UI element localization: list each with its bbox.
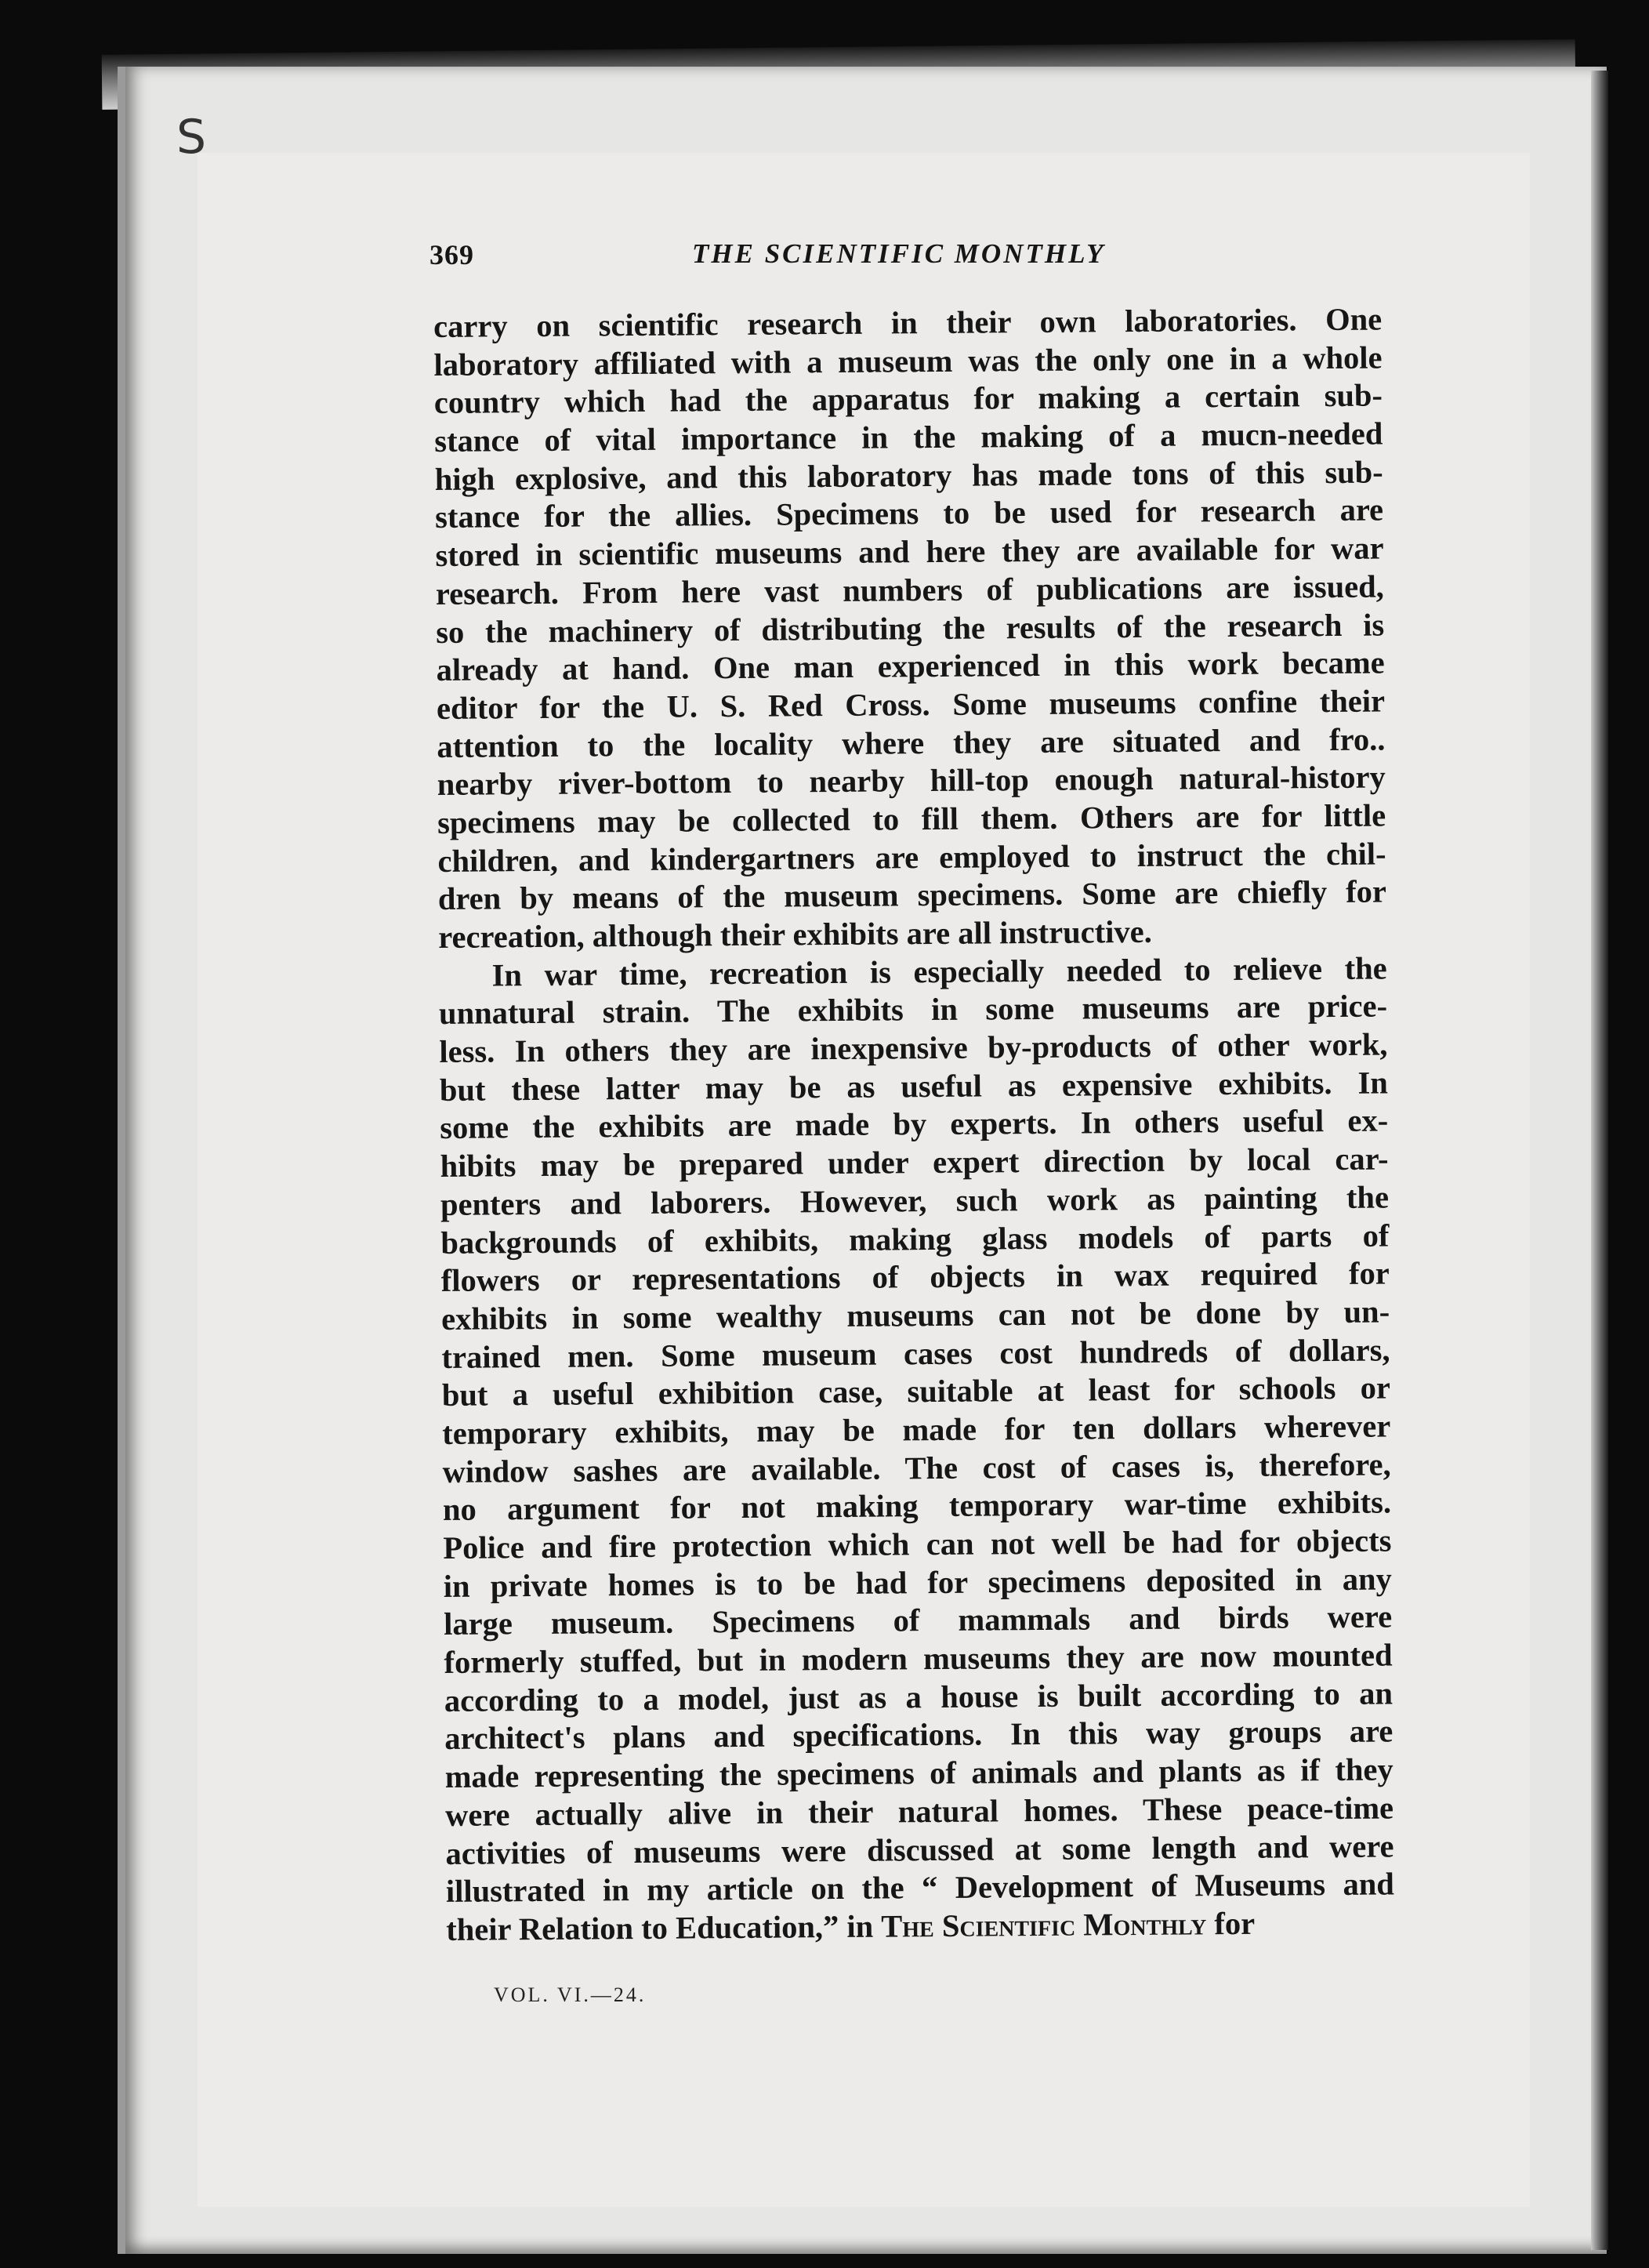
text-line: made representing the specimens of animals and plants as if they — [444, 1751, 1393, 1795]
text-line: laboratory affiliated with a museum was the only one in a whole — [433, 339, 1383, 383]
paragraph-2 — [439, 949, 1395, 1911]
text-line: country which had the apparatus for making a certain sub- — [433, 377, 1383, 421]
text-line: some the exhibits are made by experts. In others useful ex- — [440, 1102, 1389, 1146]
text-line: children, and kindergartners are employed to instruct the chil- — [437, 836, 1386, 879]
text-line: in private homes is to be had for specimens deposited in any — [443, 1561, 1392, 1604]
text-line: specimens may be collected to fill them. Others are for little — [437, 797, 1386, 840]
text-line: according to a model, just as a house is built according to an — [444, 1675, 1393, 1718]
final-line-after: for — [1206, 1905, 1256, 1942]
text-line: illustrated in my article on the “ Development of Museums and — [445, 1866, 1395, 1910]
text-line: temporary exhibits, may be made for ten dollars wherever — [442, 1408, 1391, 1451]
text-line: research. From here vast numbers of publications are issued, — [435, 568, 1385, 611]
text-line: were actually alive in their natural homes. These peace-time — [444, 1790, 1394, 1833]
text-line: In war time, recreation is especially needed to relieve the — [491, 950, 1387, 993]
text-line: attention to the locality where they are situated and fro.. — [437, 721, 1386, 764]
signature-mark: VOL. VI.—24. — [494, 1983, 647, 2006]
text-line: carry on scientific research in their own laboratories. One — [433, 301, 1383, 344]
body-text — [433, 300, 1394, 1949]
text-line: backgrounds of exhibits, making glass models of parts of — [440, 1217, 1390, 1261]
page-header — [429, 238, 1119, 279]
text-line: window sashes are available. The cost of cases is, therefore, — [442, 1446, 1391, 1490]
text-line-final — [446, 1903, 1394, 1949]
text-line: architect's plans and specifications. In this way groups are — [444, 1713, 1393, 1757]
text-line: stored in scientific museums and here they are available for war — [435, 530, 1384, 574]
text-line: but these latter may be as useful as expensive exhibits. In — [439, 1065, 1388, 1108]
text-line: large museum. Specimens of mammals and birds were — [444, 1598, 1393, 1642]
text-line: trained men. Some museum cases cost hundreds of dollars, — [441, 1332, 1390, 1375]
final-line-before: their Relation to Education,” in — [446, 1908, 882, 1947]
text-line: unnatural strain. The exhibits in some museums are price- — [438, 988, 1388, 1032]
text-line: high explosive, and this laboratory has made tons of this sub- — [434, 454, 1383, 497]
text-line: no argument for not making temporary war-time exhibits. — [442, 1484, 1392, 1528]
text-line: flowers or representations of objects in wax required for — [440, 1255, 1390, 1299]
text-line: Police and fire protection which can not well be had for objects — [443, 1522, 1392, 1566]
text-line: dren by means of the museum specimens. Some are chiefly for — [437, 873, 1387, 917]
text-line: formerly stuffed, but in modern museums they are now mounted — [444, 1637, 1393, 1681]
text-line: exhibits in some wealthy museums can not be done by un- — [440, 1294, 1390, 1337]
text-line: hibits may be prepared under expert direction by local car- — [440, 1141, 1389, 1185]
journal-title: The Scientific Monthly — [881, 1906, 1207, 1944]
text-line: penters and laborers. However, such work as painting the — [440, 1179, 1390, 1222]
page-number: 369 — [429, 239, 474, 270]
margin-mark: S — [176, 110, 207, 165]
text-line: nearby river-bottom to nearby hill-top enough natural-history — [437, 759, 1386, 803]
running-head: THE SCIENTIFIC MONTHLY — [692, 238, 1106, 269]
binding-edge — [1591, 71, 1608, 2250]
text-line: activities of museums were discussed at some length and were — [445, 1827, 1394, 1871]
text-line: recreation, although their exhibits are all instructive. — [438, 913, 1152, 955]
text-line: less. In others they are inexpensive by-products of other work, — [439, 1026, 1388, 1070]
text-line: stance for the allies. Specimens to be used for research are — [434, 492, 1384, 535]
paragraph-1 — [433, 300, 1386, 956]
text-line: already at hand. One man experienced in this work became — [436, 644, 1385, 688]
text-line: so the machinery of distributing the results of the research is — [436, 606, 1385, 650]
text-line: editor for the U. S. Red Cross. Some museums confine their — [436, 683, 1386, 726]
text-line: stance of vital importance in the making of a mucn-needed — [434, 415, 1383, 459]
text-line: but a useful exhibition case, suitable at least for schools or — [441, 1370, 1391, 1413]
